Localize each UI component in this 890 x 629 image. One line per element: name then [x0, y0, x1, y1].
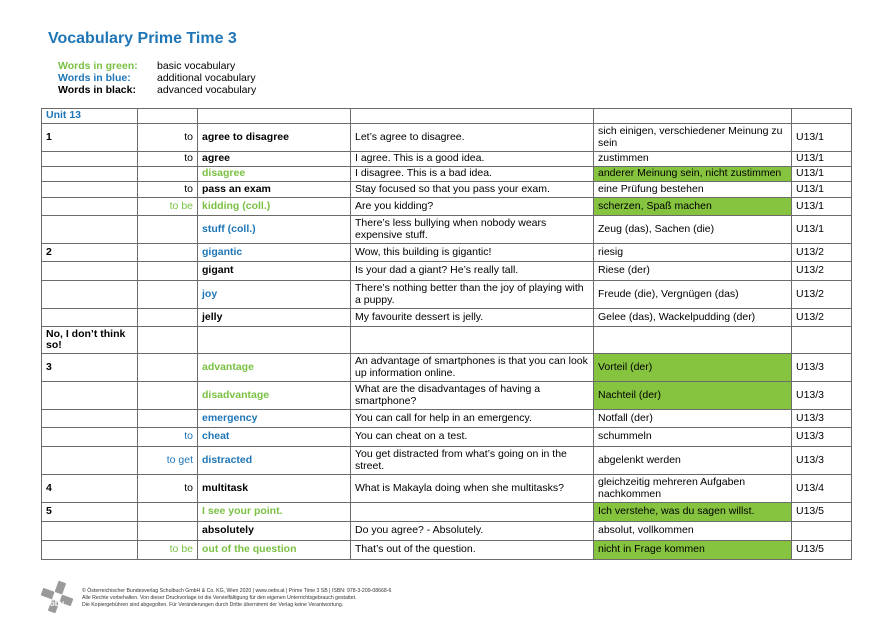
- vocab-row: [42, 428, 852, 447]
- reference-cell: U13/2: [792, 262, 852, 281]
- word-cell: pass an exam: [198, 182, 351, 198]
- translation-cell: sich einigen, verschiedener Meinung zu sein: [594, 124, 792, 152]
- example-cell: There’s less bullying when nobody wears expensive stuff.: [351, 216, 594, 244]
- prefix-cell: to: [138, 475, 198, 503]
- word-cell: kidding (coll.): [198, 198, 351, 216]
- vocab-row: [42, 152, 852, 167]
- color-legend: [58, 60, 256, 96]
- example-cell: An advantage of smartphones is that you can look up information online.: [351, 354, 594, 382]
- word-cell: cheat: [198, 428, 351, 447]
- reference-cell: U13/2: [792, 309, 852, 327]
- translation-cell: schummeln: [594, 428, 792, 447]
- legend-value: additional vocabulary: [157, 72, 256, 84]
- translation-cell: anderer Meinung sein, nicht zustimmen: [594, 167, 792, 182]
- word-cell: disadvantage: [198, 382, 351, 410]
- translation-cell: [594, 327, 792, 354]
- example-cell: I disagree. This is a bad idea.: [351, 167, 594, 182]
- translation-cell: nicht in Frage kommen: [594, 541, 792, 560]
- vocab-row: [42, 281, 852, 309]
- vocabulary-table: [41, 108, 852, 560]
- section-cell: [42, 447, 138, 475]
- vocab-row: [42, 309, 852, 327]
- example-cell: There’s nothing better than the joy of playing with a puppy.: [351, 281, 594, 309]
- section-cell: [42, 428, 138, 447]
- example-cell: You can call for help in an emergency.: [351, 410, 594, 428]
- section-cell: 1: [42, 124, 138, 152]
- example-cell: What are the disadvantages of having a smartphone?: [351, 382, 594, 410]
- logo-text: öbv: [49, 599, 65, 608]
- word-cell: gigantic: [198, 244, 351, 262]
- section-cell: 2: [42, 244, 138, 262]
- vocab-row: [42, 198, 852, 216]
- reference-cell: U13/5: [792, 541, 852, 560]
- section-cell: 4: [42, 475, 138, 503]
- vocab-row: [42, 262, 852, 281]
- translation-cell: scherzen, Spaß machen: [594, 198, 792, 216]
- legend-key: Words in green:: [58, 60, 138, 72]
- vocab-row: [42, 327, 852, 354]
- section-cell: [42, 522, 138, 541]
- translation-cell: eine Prüfung bestehen: [594, 182, 792, 198]
- word-cell: stuff (coll.): [198, 216, 351, 244]
- reference-cell: U13/2: [792, 244, 852, 262]
- example-cell: What is Makayla doing when she multitasks?: [351, 475, 594, 503]
- prefix-cell: [138, 244, 198, 262]
- reference-cell: [792, 327, 852, 354]
- prefix-cell: to get: [138, 447, 198, 475]
- unit-label: Unit 13: [42, 109, 138, 124]
- translation-cell: Riese (der): [594, 262, 792, 281]
- example-cell: Is your dad a giant? He’s really tall.: [351, 262, 594, 281]
- vocab-row: [42, 354, 852, 382]
- vocab-row: [42, 244, 852, 262]
- prefix-cell: to: [138, 124, 198, 152]
- vocab-row: [42, 382, 852, 410]
- reference-cell: U13/3: [792, 382, 852, 410]
- prefix-cell: to: [138, 428, 198, 447]
- translation-cell: Ich verstehe, was du sagen willst.: [594, 503, 792, 522]
- reference-cell: U13/2: [792, 281, 852, 309]
- prefix-cell: to: [138, 182, 198, 198]
- legend-value: advanced vocabulary: [157, 84, 257, 96]
- example-cell: [351, 327, 594, 354]
- word-cell: advantage: [198, 354, 351, 382]
- reference-cell: U13/3: [792, 354, 852, 382]
- prefix-cell: [138, 281, 198, 309]
- example-cell: My favourite dessert is jelly.: [351, 309, 594, 327]
- section-cell: [42, 410, 138, 428]
- vocab-row: [42, 167, 852, 182]
- section-cell: [42, 281, 138, 309]
- translation-cell: gleichzeitig mehreren Aufgaben nachkommen: [594, 475, 792, 503]
- reference-cell: U13/1: [792, 124, 852, 152]
- section-cell: [42, 309, 138, 327]
- example-cell: Wow, this building is gigantic!: [351, 244, 594, 262]
- translation-cell: Notfall (der): [594, 410, 792, 428]
- vocab-row: [42, 475, 852, 503]
- page-title: Vocabulary Prime Time 3: [48, 30, 237, 47]
- prefix-cell: [138, 167, 198, 182]
- translation-cell: zustimmen: [594, 152, 792, 167]
- section-cell: [42, 541, 138, 560]
- example-cell: I agree. This is a good idea.: [351, 152, 594, 167]
- reference-cell: U13/4: [792, 475, 852, 503]
- reference-cell: U13/3: [792, 428, 852, 447]
- translation-cell: absolut, vollkommen: [594, 522, 792, 541]
- example-cell: Stay focused so that you pass your exam.: [351, 182, 594, 198]
- prefix-cell: [138, 262, 198, 281]
- reference-cell: U13/1: [792, 152, 852, 167]
- section-cell: [42, 262, 138, 281]
- word-cell: joy: [198, 281, 351, 309]
- legend-key: Words in black:: [58, 84, 136, 96]
- reference-cell: U13/1: [792, 167, 852, 182]
- example-cell: You get distracted from what’s going on in the street.: [351, 447, 594, 475]
- vocab-row: [42, 182, 852, 198]
- prefix-cell: [138, 354, 198, 382]
- word-cell: absolutely: [198, 522, 351, 541]
- vocab-row: [42, 503, 852, 522]
- translation-cell: Zeug (das), Sachen (die): [594, 216, 792, 244]
- section-cell: [42, 182, 138, 198]
- example-cell: [351, 503, 594, 522]
- legend-value: basic vocabulary: [157, 60, 236, 72]
- publisher-logo: [40, 580, 74, 614]
- reference-cell: U13/1: [792, 182, 852, 198]
- translation-cell: abgelenkt werden: [594, 447, 792, 475]
- section-cell: [42, 382, 138, 410]
- legend-key: Words in blue:: [58, 72, 131, 84]
- translation-cell: Vorteil (der): [594, 354, 792, 382]
- reference-cell: U13/3: [792, 410, 852, 428]
- section-cell: 3: [42, 354, 138, 382]
- reference-cell: U13/1: [792, 216, 852, 244]
- copyright-line: Die Kopiergebühren sind abgegolten. Für Veränderungen durch Dritte übernimmt der Verlag keine Verantwortung.: [82, 602, 344, 608]
- example-cell: Do you agree? - Absolutely.: [351, 522, 594, 541]
- vocab-row: [42, 410, 852, 428]
- word-cell: gigant: [198, 262, 351, 281]
- translation-cell: Freude (die), Vergnügen (das): [594, 281, 792, 309]
- example-cell: Are you kidding?: [351, 198, 594, 216]
- copyright-line: Alle Rechte vorbehalten. Von dieser Druckvorlage ist die Vervielfältigung für den eigenen Unterrichtsgebrauch gestattet.: [82, 595, 357, 601]
- word-cell: agree: [198, 152, 351, 167]
- word-cell: distracted: [198, 447, 351, 475]
- legend-row-black: [58, 84, 256, 96]
- section-cell: [42, 216, 138, 244]
- example-cell: You can cheat on a test.: [351, 428, 594, 447]
- section-cell: [42, 198, 138, 216]
- vocab-row: [42, 447, 852, 475]
- word-cell: I see your point.: [198, 503, 351, 522]
- example-cell: That’s out of the question.: [351, 541, 594, 560]
- vocab-row: [42, 541, 852, 560]
- legend-row-green: [58, 60, 256, 72]
- section-cell: 5: [42, 503, 138, 522]
- translation-cell: Nachteil (der): [594, 382, 792, 410]
- reference-cell: [792, 522, 852, 541]
- copyright-text: [82, 588, 602, 609]
- reference-cell: U13/1: [792, 198, 852, 216]
- reference-cell: U13/3: [792, 447, 852, 475]
- prefix-cell: [138, 216, 198, 244]
- copyright-line: © Österreichischer Bundesverlag Schulbuch GmbH & Co. KG, Wien 2020 | www.oebv.at | Prime Time 3 SB | ISBN: 978-3-209-08668-6: [82, 588, 392, 594]
- section-cell: No, I don’t think so!: [42, 327, 138, 354]
- word-cell: agree to disagree: [198, 124, 351, 152]
- prefix-cell: to: [138, 152, 198, 167]
- translation-cell: Gelee (das), Wackelpudding (der): [594, 309, 792, 327]
- vocab-row: [42, 522, 852, 541]
- translation-cell: riesig: [594, 244, 792, 262]
- prefix-cell: [138, 327, 198, 354]
- word-cell: jelly: [198, 309, 351, 327]
- word-cell: emergency: [198, 410, 351, 428]
- word-cell: multitask: [198, 475, 351, 503]
- prefix-cell: [138, 410, 198, 428]
- unit-header-row: [42, 109, 852, 124]
- prefix-cell: [138, 309, 198, 327]
- word-cell: [198, 327, 351, 354]
- word-cell: disagree: [198, 167, 351, 182]
- section-cell: [42, 152, 138, 167]
- prefix-cell: to be: [138, 541, 198, 560]
- legend-row-blue: [58, 72, 256, 84]
- vocab-row: [42, 124, 852, 152]
- example-cell: Let’s agree to disagree.: [351, 124, 594, 152]
- reference-cell: U13/5: [792, 503, 852, 522]
- section-cell: [42, 167, 138, 182]
- prefix-cell: [138, 522, 198, 541]
- prefix-cell: [138, 503, 198, 522]
- vocab-row: [42, 216, 852, 244]
- prefix-cell: to be: [138, 198, 198, 216]
- prefix-cell: [138, 382, 198, 410]
- word-cell: out of the question: [198, 541, 351, 560]
